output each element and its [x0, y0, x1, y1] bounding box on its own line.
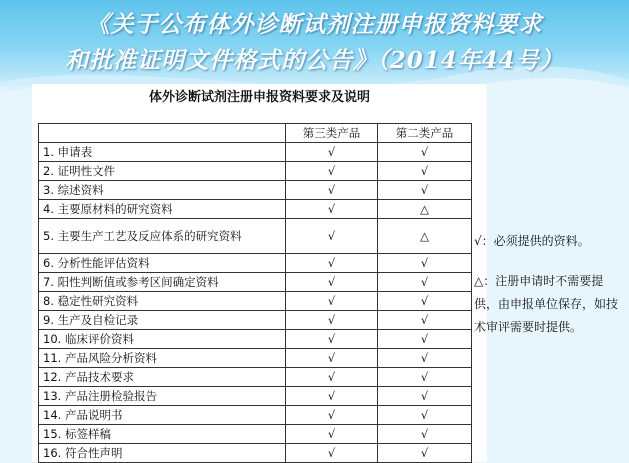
table-row: [39, 387, 472, 406]
row-class3-mark: √: [286, 273, 378, 292]
row-item-label: 7. 阳性判断值或参考区间确定资料: [39, 273, 286, 292]
row-class2-mark: √: [378, 254, 472, 273]
table-row: [39, 181, 472, 200]
row-class2-mark: √: [378, 425, 472, 444]
row-class3-mark: √: [286, 368, 378, 387]
row-class3-mark: √: [286, 349, 378, 368]
row-class3-mark: √: [286, 444, 378, 463]
row-item-label: 5. 主要生产工艺及反应体系的研究资料: [39, 219, 286, 254]
table-row: [39, 425, 472, 444]
row-class3-mark: √: [286, 254, 378, 273]
row-item-label: 6. 分析性能评估资料: [39, 254, 286, 273]
row-class2-mark: √: [378, 162, 472, 181]
row-class2-mark: √: [378, 444, 472, 463]
table-row: [39, 273, 472, 292]
row-item-label: 14. 产品说明书: [39, 406, 286, 425]
row-class2-mark: √: [378, 273, 472, 292]
table-row: [39, 143, 472, 162]
note-check: √：必须提供的资料。: [474, 234, 590, 248]
row-item-label: 8. 稳定性研究资料: [39, 292, 286, 311]
row-item-label: 15. 标签样稿: [39, 425, 286, 444]
table-row: [39, 444, 472, 463]
table-header-row: [39, 124, 472, 143]
requirements-table: [38, 123, 472, 463]
row-item-label: 12. 产品技术要求: [39, 368, 286, 387]
row-class2-mark: △: [378, 200, 472, 219]
row-class3-mark: √: [286, 425, 378, 444]
row-class2-mark: √: [378, 349, 472, 368]
table-row: [39, 330, 472, 349]
table-row: [39, 406, 472, 425]
row-item-label: 1. 申请表: [39, 143, 286, 162]
row-class2-mark: √: [378, 292, 472, 311]
table-row: [39, 368, 472, 387]
table-row: [39, 349, 472, 368]
row-item-label: 10. 临床评价资料: [39, 330, 286, 349]
row-class2-mark: √: [378, 311, 472, 330]
table-row: [39, 311, 472, 330]
title-banner: [0, 0, 629, 86]
row-class3-mark: √: [286, 143, 378, 162]
row-class2-mark: √: [378, 368, 472, 387]
row-class2-mark: △: [378, 219, 472, 254]
row-class3-mark: √: [286, 292, 378, 311]
table-row: [39, 292, 472, 311]
row-item-label: 3. 综述资料: [39, 181, 286, 200]
row-class3-mark: √: [286, 387, 378, 406]
header-item: [39, 124, 286, 143]
row-class2-mark: √: [378, 181, 472, 200]
row-item-label: 11. 产品风险分析资料: [39, 349, 286, 368]
row-class2-mark: √: [378, 406, 472, 425]
row-class3-mark: √: [286, 200, 378, 219]
table-row: [39, 254, 472, 273]
table-row: [39, 200, 472, 219]
header-class2: 第二类产品: [378, 124, 472, 143]
row-item-label: 4. 主要原材料的研究资料: [39, 200, 286, 219]
row-class3-mark: √: [286, 311, 378, 330]
row-item-label: 9. 生产及自检记录: [39, 311, 286, 330]
row-item-label: 16. 符合性声明: [39, 444, 286, 463]
row-class3-mark: √: [286, 406, 378, 425]
row-class2-mark: √: [378, 387, 472, 406]
announcement-title-line1: 《关于公布体外诊断试剂注册申报资料要求: [86, 11, 543, 38]
header-class3: 第三类产品: [286, 124, 378, 143]
row-class3-mark: √: [286, 162, 378, 181]
announcement-title-line2: 和批准证明文件格式的公告》（2014年44号）: [65, 47, 564, 74]
row-item-label: 2. 证明性文件: [39, 162, 286, 181]
row-class2-mark: √: [378, 143, 472, 162]
row-class3-mark: √: [286, 181, 378, 200]
row-class2-mark: √: [378, 330, 472, 349]
table-heading: 体外诊断试剂注册申报资料要求及说明: [148, 90, 370, 105]
row-item-label: 13. 产品注册检验报告: [39, 387, 286, 406]
table-row: [39, 219, 472, 254]
row-class3-mark: √: [286, 330, 378, 349]
note-triangle: △：注册申请时不需要提供，由申报单位保存，如技术审评需要时提供。: [474, 274, 619, 334]
table-row: [39, 162, 472, 181]
row-class3-mark: √: [286, 219, 378, 254]
